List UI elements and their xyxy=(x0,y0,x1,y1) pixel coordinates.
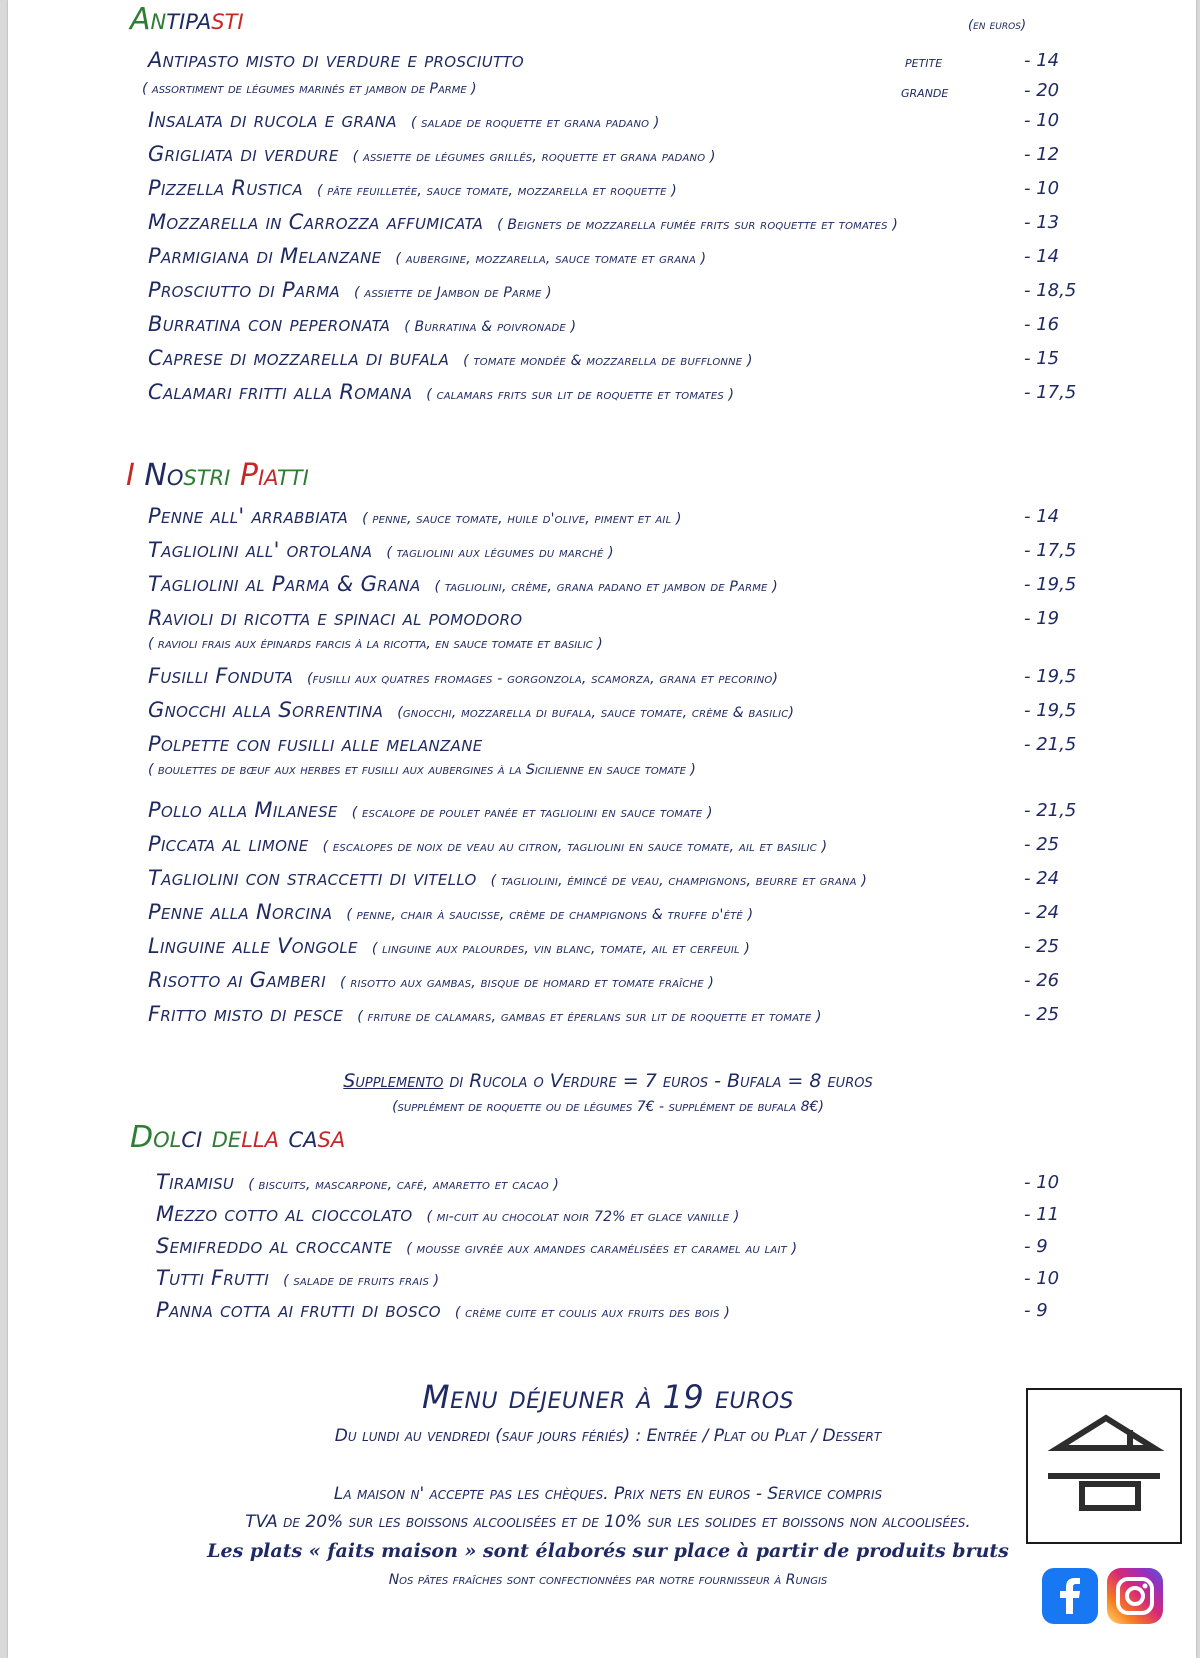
dish-description: ( crème cuite et coulis aux fruits des bois ) xyxy=(454,1305,730,1321)
dish-name: Calamari fritti alla Romana xyxy=(148,380,413,404)
dish-description: ( mi-cuit au chocolat noir 72% et glace vanille ) xyxy=(426,1209,740,1225)
piatti-item xyxy=(148,866,867,890)
dish-description: ( risotto aux gambas, bisque de homard et tomate fraîche ) xyxy=(340,975,715,991)
dish-name: Tiramisu xyxy=(156,1170,235,1194)
portion-size: petite xyxy=(905,52,943,71)
dolci-title: Dolci della casa xyxy=(130,1120,346,1155)
lunch-menu-schedule: Du lundi au vendredi (sauf jours fériés) : Entrée / Plat ou Plat / Dessert xyxy=(334,1426,882,1446)
dish-name: Linguine alle Vongole xyxy=(148,934,358,958)
dish-name: Prosciutto di Parma xyxy=(148,278,340,302)
dish-price: - 25 xyxy=(1024,1004,1060,1025)
dish-description: ( pâte feuilletée, sauce tomate, mozzarella et roquette ) xyxy=(316,183,677,199)
supplement-line: Supplemento di Rucola o Verdure = 7 euros - Bufala = 8 euros xyxy=(343,1070,873,1092)
currency-note: (en euros) xyxy=(968,18,1027,33)
dish-name: Risotto ai Gamberi xyxy=(148,968,327,992)
dish-price: - 14 xyxy=(1024,50,1060,71)
dish-price: - 25 xyxy=(1024,936,1060,957)
dish-name: Fritto misto di pesce xyxy=(148,1002,344,1026)
dish-price: - 12 xyxy=(1024,144,1060,165)
dish-price: - 21,5 xyxy=(1024,734,1077,755)
dish-name: Antipasto misto di verdure e prosciutto xyxy=(148,48,525,72)
dish-description: (gnocchi, mozzarella di bufala, sauce tomate, crème & basilic) xyxy=(397,705,795,721)
antipasti-item xyxy=(148,210,898,234)
dish-name: Caprese di mozzarella di bufala xyxy=(148,346,450,370)
dish-price: - 18,5 xyxy=(1024,280,1077,301)
piatti-item xyxy=(148,664,778,688)
dish-name: Tagliolini all' ortolana xyxy=(148,538,373,562)
dish-description: ( assiette de Jambon de Parme ) xyxy=(354,285,552,301)
fait-maison-house-icon xyxy=(1028,1390,1180,1542)
dish-description: ( salade de roquette et grana padano ) xyxy=(410,115,660,131)
dish-price: - 25 xyxy=(1024,834,1060,855)
dish-price: - 14 xyxy=(1024,506,1060,527)
dish-name: Pollo alla Milanese xyxy=(148,798,338,822)
piatti-item xyxy=(148,798,713,822)
dish-price: - 9 xyxy=(1024,1300,1048,1321)
dish-price: - 19 xyxy=(1024,608,1060,629)
dish-name: Grigliata di verdure xyxy=(148,142,339,166)
lunch-menu-title: Menu déjeuner à 19 euros xyxy=(421,1378,795,1416)
piatti-title: I Nostri Piatti xyxy=(126,458,309,493)
dish-price: - 10 xyxy=(1024,110,1060,131)
dish-price: - 20 xyxy=(1024,80,1060,101)
dish-price: - 9 xyxy=(1024,1236,1048,1257)
dolci-item xyxy=(156,1298,730,1322)
antipasti-item xyxy=(148,108,660,132)
dolci-item xyxy=(156,1202,740,1226)
dish-price: - 15 xyxy=(1024,348,1060,369)
dish-price: - 21,5 xyxy=(1024,800,1077,821)
dish-name: Ravioli di ricotta e spinaci al pomodoro xyxy=(148,606,523,630)
antipasti-title: Antipasti xyxy=(130,2,244,37)
dish-description: ( penne, chair à saucisse, crème de champignons & truffe d'été ) xyxy=(346,907,754,923)
piatti-item xyxy=(148,504,682,528)
supplement-fr-line: (supplément de roquette ou de légumes 7€ - supplément de bufala 8€) xyxy=(392,1099,824,1115)
dish-price: - 10 xyxy=(1024,1172,1060,1193)
dish-description: ( tomate mondée & mozzarella de bufflonne ) xyxy=(463,353,753,369)
piatti-item xyxy=(148,572,778,596)
antipasti-item xyxy=(148,176,677,200)
piatti-item xyxy=(148,1002,822,1026)
dish-description: ( salade de fruits frais ) xyxy=(283,1273,440,1289)
dolci-item xyxy=(156,1266,439,1290)
dish-name: Tagliolini con straccetti di vitello xyxy=(148,866,477,890)
piatti-item xyxy=(148,606,522,630)
piatti-item xyxy=(148,698,794,722)
dish-name: Fusilli Fonduta xyxy=(148,664,293,688)
footer-line-2: TVA de 20% sur les boissons alcoolisées et de 10% sur les solides et boissons non alcoolisées. xyxy=(245,1512,971,1532)
dish-description: ( tagliolini aux légumes du marché ) xyxy=(386,545,614,561)
dish-price: - 10 xyxy=(1024,1268,1060,1289)
dish-price: - 19,5 xyxy=(1024,700,1077,721)
dish-description: ( Beignets de mozzarella fumée frits sur roquette et tomates ) xyxy=(497,217,898,233)
dish-description: ( escalopes de noix de veau au citron, tagliolini en sauce tomate, ail et basilic ) xyxy=(322,839,828,855)
piatti-item xyxy=(148,900,753,924)
dish-description: ( ravioli frais aux épinards farcis à la ricotta, en sauce tomate et basilic ) xyxy=(148,636,603,652)
dish-price: - 19,5 xyxy=(1024,574,1077,595)
dish-description: ( mousse givrée aux amandes caramélisées et caramel au lait ) xyxy=(406,1241,798,1257)
dish-description: ( assortiment de légumes marinés et jambon de Parme ) xyxy=(142,81,477,97)
dish-name: Panna cotta ai frutti di bosco xyxy=(156,1298,441,1322)
antipasti-item xyxy=(148,380,734,404)
dish-description: ( friture de calamars, gambas et éperlans sur lit de roquette et tomate ) xyxy=(357,1009,822,1025)
dolci-item xyxy=(156,1170,559,1194)
dish-name: Tutti Frutti xyxy=(156,1266,270,1290)
dish-price: - 14 xyxy=(1024,246,1060,267)
dish-description: ( assiette de légumes grillés, roquette et grana padano ) xyxy=(352,149,716,165)
dish-name: Mozzarella in Carrozza affumicata xyxy=(148,210,484,234)
dish-description: ( linguine aux palourdes, vin blanc, tomate, ail et cerfeuil ) xyxy=(371,941,751,957)
dish-description: ( escalope de poulet panée et tagliolini en sauce tomate ) xyxy=(351,805,713,821)
dish-price: - 16 xyxy=(1024,314,1060,335)
antipasti-item xyxy=(148,48,524,72)
dish-description: ( tagliolini, émincé de veau, champignons, beurre et grana ) xyxy=(490,873,867,889)
dish-name: Parmigiana di Melanzane xyxy=(148,244,382,268)
dish-price: - 24 xyxy=(1024,902,1060,923)
piatti-item xyxy=(148,732,483,756)
dish-name: Tagliolini al Parma & Grana xyxy=(148,572,421,596)
dish-name: Semifreddo al croccante xyxy=(156,1234,393,1258)
dish-name: Piccata al limone xyxy=(148,832,309,856)
dish-name: Burratina con peperonata xyxy=(148,312,391,336)
dish-name: Pizzella Rustica xyxy=(148,176,303,200)
dish-name: Mezzo cotto al cioccolato xyxy=(156,1202,413,1226)
dish-description: ( biscuits, mascarpone, café, amaretto et cacao ) xyxy=(248,1177,560,1193)
dish-name: Insalata di rucola e grana xyxy=(148,108,397,132)
piatti-item xyxy=(148,934,750,958)
dish-price: - 19,5 xyxy=(1024,666,1077,687)
antipasti-item xyxy=(148,244,706,268)
dish-description: ( boulettes de bœuf aux herbes et fusilli aux aubergines à la Sicilienne en sauce tomate ) xyxy=(148,762,696,778)
footer-line-1: La maison n' accepte pas les chèques. Prix nets en euros - Service compris xyxy=(333,1484,883,1504)
dish-name: Penne alla Norcina xyxy=(148,900,333,924)
portion-size: grande xyxy=(901,82,949,101)
dish-description: (fusilli aux quatres fromages - gorgonzola, scamorza, grana et pecorino) xyxy=(307,671,779,687)
dish-price: - 26 xyxy=(1024,970,1060,991)
dish-description: ( aubergine, mozzarella, sauce tomate et grana ) xyxy=(395,251,707,267)
dish-price: - 24 xyxy=(1024,868,1060,889)
antipasti-item xyxy=(142,78,477,97)
instagram-icon[interactable] xyxy=(1107,1568,1163,1624)
dish-price: - 13 xyxy=(1024,212,1060,233)
piatti-item xyxy=(148,832,827,856)
menu-sheet xyxy=(8,0,1196,1658)
dish-description: ( penne, sauce tomate, huile d'olive, piment et ail ) xyxy=(362,511,682,527)
dish-description: ( tagliolini, crème, grana padano et jambon de Parme ) xyxy=(434,579,778,595)
dish-price: - 10 xyxy=(1024,178,1060,199)
dolci-item xyxy=(156,1234,797,1258)
dish-price: - 17,5 xyxy=(1024,540,1077,561)
dish-price: - 17,5 xyxy=(1024,382,1077,403)
dish-name: Penne all' arrabbiata xyxy=(148,504,349,528)
dish-name: Polpette con fusilli alle melanzane xyxy=(148,732,483,756)
dish-description: ( calamars frits sur lit de roquette et tomates ) xyxy=(426,387,735,403)
dish-name: Gnocchi alla Sorrentina xyxy=(148,698,384,722)
dish-price: - 11 xyxy=(1024,1204,1060,1225)
piatti-item xyxy=(148,968,714,992)
facebook-icon[interactable] xyxy=(1042,1568,1098,1624)
antipasti-item xyxy=(148,278,552,302)
dish-description: ( Burratina & poivronade ) xyxy=(404,319,577,335)
footer-line-4: Nos pâtes fraîches sont confectionnées par notre fournisseur à Rungis xyxy=(388,1572,828,1588)
antipasti-item xyxy=(148,142,716,166)
footer-line-3: Les plats « faits maison » sont élaborés sur place à partir de produits bruts xyxy=(207,1540,1009,1562)
antipasti-item xyxy=(148,346,753,370)
fait-maison-logo xyxy=(1026,1388,1182,1544)
piatti-item xyxy=(148,538,614,562)
antipasti-item xyxy=(148,312,576,336)
